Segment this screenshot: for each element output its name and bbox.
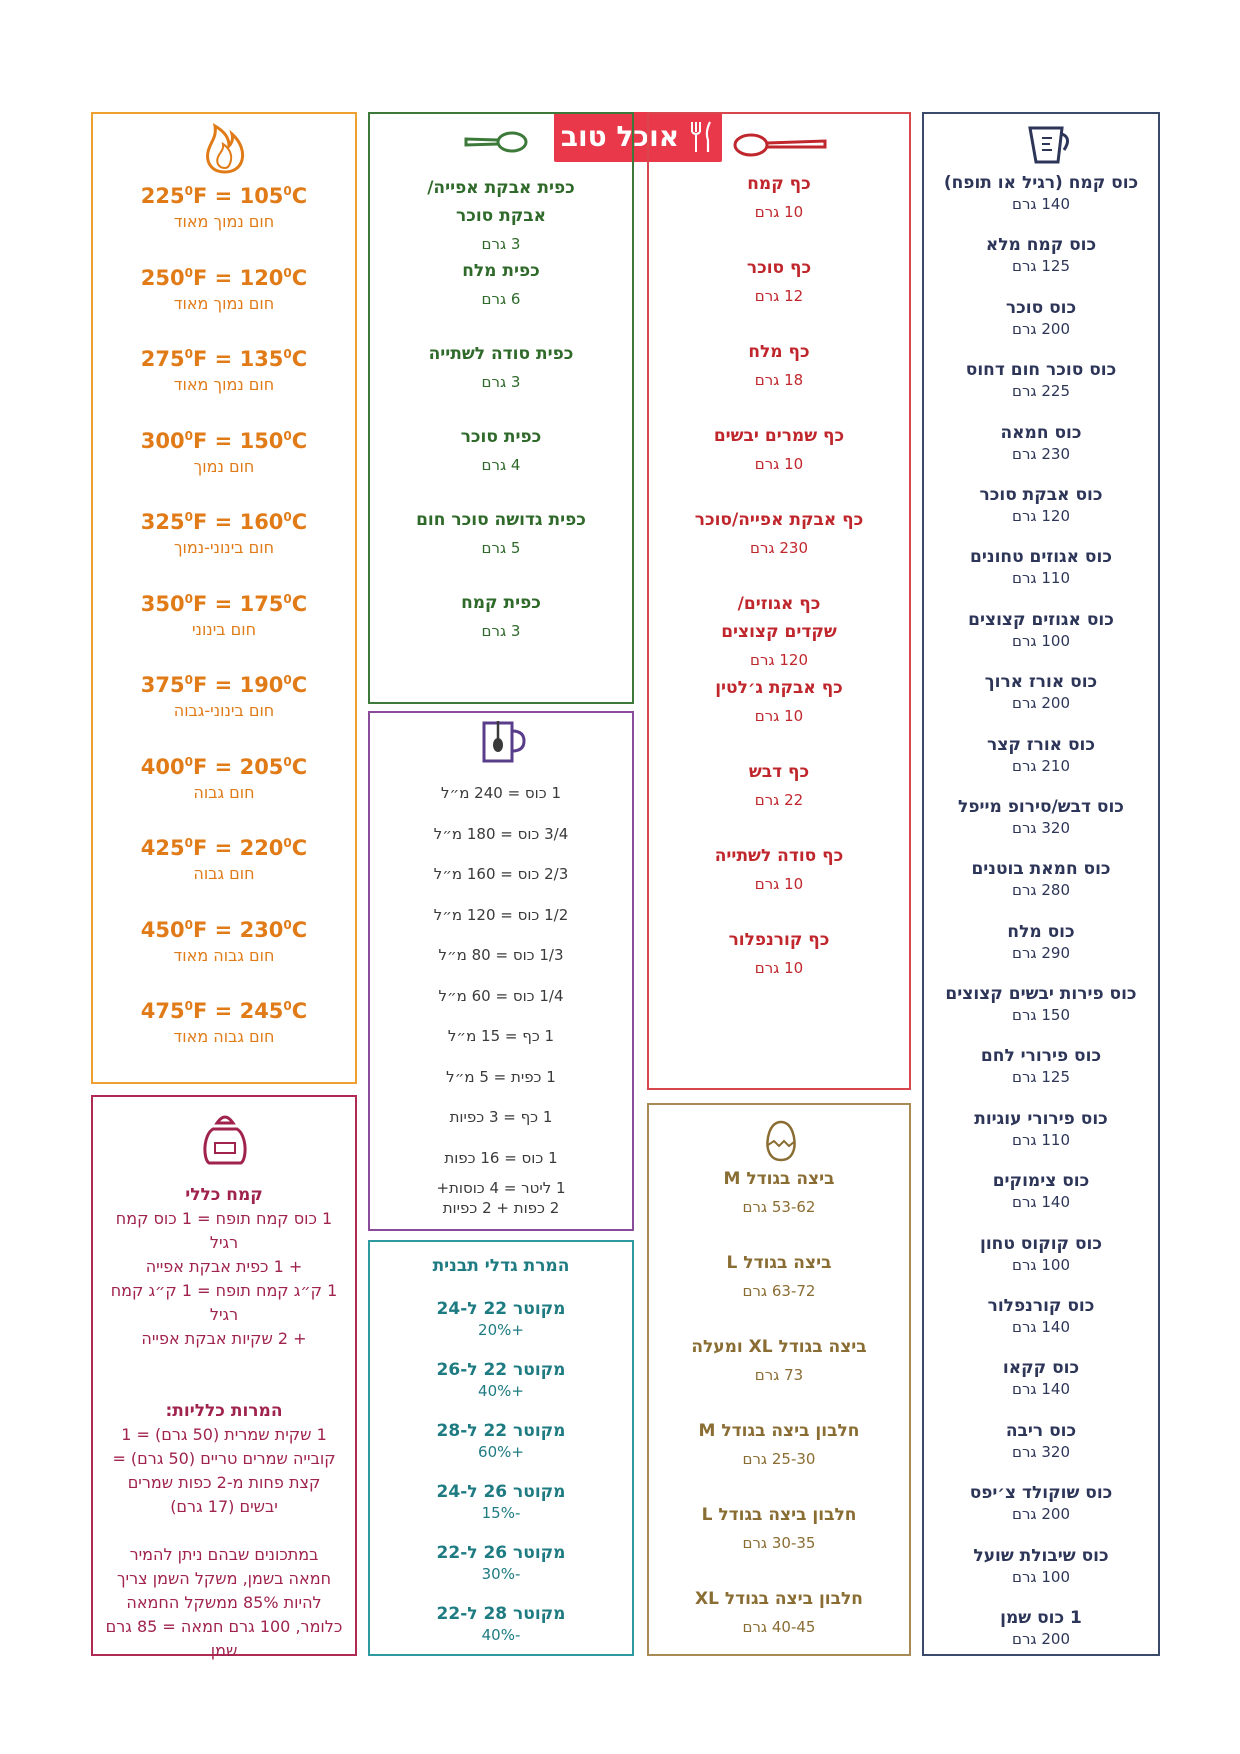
list-item [649, 1249, 909, 1333]
fahrenheit-value: 475 [140, 999, 185, 1023]
list-item [924, 1045, 1158, 1107]
spoon-icon [731, 130, 831, 160]
flour-notes [93, 1183, 355, 1663]
list-item [924, 359, 1158, 421]
item-value: 10 גרם [754, 455, 804, 473]
temp-description: חום בינוני-גבוה [173, 701, 275, 720]
list-item [370, 340, 632, 423]
item-name: כוס אורז קצר [987, 734, 1095, 755]
item-value: 200 גרם [1011, 1505, 1070, 1524]
celsius-value: 120 [239, 265, 284, 290]
item-name: כוס סוכר חום דחוס [965, 360, 1117, 381]
item-name: כוס אגוזים טחונים [970, 547, 1112, 568]
pan-sizes-list [370, 1298, 632, 1664]
temp-item [93, 584, 355, 666]
liquid-conversion: 3/4 כוס = 180 מ״ל [433, 824, 569, 843]
item-value: 10 גרם [754, 707, 804, 725]
oven-temps-list [93, 176, 355, 1073]
item-value: 200 גרם [1011, 1629, 1070, 1648]
item-value: 230 גרם [1011, 444, 1070, 463]
fahrenheit-value: 300 [140, 428, 185, 453]
item-value: 140 גרם [1011, 1318, 1070, 1337]
celsius-value: 245 [239, 999, 284, 1023]
fahrenheit-value: 450 [140, 917, 185, 942]
item-value: 140 גרם [1011, 1380, 1070, 1399]
liquid-conversion: 1/3 כוס = 80 מ״ל [438, 946, 564, 964]
list-item [649, 170, 909, 254]
temp-description: חום בינוני-נמוך [173, 538, 275, 557]
celsius-value: 230 [239, 917, 284, 942]
list-item [649, 674, 909, 758]
item-name: כוס חמאת בוטנים [971, 859, 1111, 880]
celsius-value: 150 [239, 428, 284, 453]
list-item [924, 546, 1158, 608]
item-value: 18 גרם [754, 371, 804, 389]
temp-conversion: $450^0F = 230^0C$ [140, 917, 308, 942]
egg-icon [763, 1119, 799, 1163]
fahrenheit-value: 425 [140, 836, 185, 860]
temp-conversion: $300^0F = 150^0C$ [140, 428, 308, 453]
temp-description: חום נמוך מאוד [173, 375, 275, 394]
temp-description: חום נמוך מאוד [173, 212, 275, 231]
fahrenheit-value: 400 [140, 754, 185, 779]
temp-item [93, 665, 355, 747]
conversion-line: קובייה שמרים טריים (50 גרם) = [112, 1449, 336, 1468]
conversion-line: להיות 85% ממשקל החמאה [126, 1593, 322, 1612]
item-name: כוס פירות יבשים קצוצים [945, 984, 1137, 1005]
spoon-icon [462, 128, 532, 156]
item-value: 5 גרם [481, 539, 521, 557]
list-item [924, 1545, 1158, 1607]
fahrenheit-value: 225 [140, 184, 185, 208]
item-value: -40% [481, 1626, 521, 1644]
celsius-value: 220 [239, 836, 284, 860]
temp-conversion: $400^0F = 205^0C$ [140, 754, 308, 779]
list-item [649, 842, 909, 926]
item-value: 100 גרם [1011, 631, 1070, 650]
liquid-conversion: 2/3 כוס = 160 מ״ל [433, 865, 569, 883]
conversion-line: חמאה בשמן, משקל השמן צריך [116, 1569, 332, 1588]
conversions-title: המרות כלליות: [165, 1401, 283, 1421]
item-value: 110 גרם [1011, 1130, 1070, 1149]
item-value: 3 גרם [481, 235, 521, 253]
list-item [924, 609, 1158, 671]
item-value: 73 גרם [754, 1366, 804, 1384]
item-value: 100 גרם [1011, 1567, 1070, 1586]
item-value: 10 גרם [754, 959, 804, 977]
temp-description: חום נמוך מאוד [173, 293, 275, 313]
item-name: כף סוכר [746, 258, 812, 278]
temp-item [93, 176, 355, 258]
item-value: 12 גרם [754, 287, 804, 305]
list-item [924, 858, 1158, 920]
item-name: כפית סוכר [460, 427, 542, 447]
item-value: 53-62 גרם [742, 1198, 816, 1216]
temp-description: חום נמוך [193, 456, 255, 476]
list-item [649, 1417, 909, 1501]
cups-list [924, 172, 1158, 1669]
temp-description: חום גבוה מאוד [173, 945, 275, 965]
item-name: כפית גדושה סוכר חום [416, 510, 586, 530]
item-value: 140 גרם [1011, 195, 1070, 213]
list-item [924, 422, 1158, 484]
item-name: כוס פירורי לחם [980, 1046, 1102, 1067]
liquid-conversion: 1 כף = 3 כפיות [449, 1108, 553, 1126]
list-item [370, 1542, 632, 1603]
item-name: כוס קמח (רגיל או תופח) [943, 173, 1139, 193]
temp-conversion: $325^0F = 160^0C$ [140, 510, 308, 534]
teaspoons-panel [368, 112, 634, 704]
liquid-conversion: 1 ליטר = 4 כוסות+ [436, 1179, 566, 1197]
liquid-list [370, 773, 632, 1218]
list-item [370, 423, 632, 506]
item-name: כף אבקת אפייה/סוכר [694, 510, 864, 530]
temp-description: חום גבוה [193, 864, 255, 883]
list-item [924, 172, 1158, 234]
temp-conversion: $375^0F = 190^0C$ [140, 673, 308, 697]
temp-description: חום בינוני [191, 619, 257, 639]
flour-sack-icon [199, 1113, 251, 1167]
list-item [370, 1603, 632, 1664]
item-value: 125 גרם [1011, 1068, 1070, 1087]
eggs-panel [647, 1103, 911, 1656]
pan-sizes-title: המרת גדלי תבנית [432, 1256, 570, 1276]
item-name: מקוטר 26 ל-22 [436, 1543, 566, 1563]
liquid-conversion: 1/4 כוס = 60 מ״ל [438, 986, 564, 1005]
list-item [649, 422, 909, 506]
list-item [924, 734, 1158, 796]
list-item [649, 506, 909, 590]
list-item [370, 257, 632, 340]
tablespoons-list [649, 170, 909, 1010]
item-name: כפית קמח [461, 593, 541, 613]
item-name: כפית אבקת אפייה/ [427, 178, 575, 198]
item-name: אבקת סוכר [455, 206, 547, 226]
celsius-value: 105 [239, 184, 284, 208]
list-item [649, 1585, 909, 1669]
list-item [924, 921, 1158, 983]
item-value: 125 גרם [1011, 257, 1070, 276]
item-value: 230 גרם [749, 539, 808, 557]
item-value: 10 גרם [754, 203, 804, 221]
item-name: כוס ריבה [1005, 1420, 1077, 1441]
item-name: מקוטר 22 ל-26 [436, 1360, 566, 1380]
item-name: כוס חמאה [1000, 422, 1082, 443]
item-name: כוס קמח מלא [985, 235, 1097, 256]
list-item [924, 484, 1158, 546]
flour-line: + 2 שקיות אבקת אפייה [141, 1329, 307, 1348]
mug-icon [480, 719, 528, 765]
item-name: כף דבש [748, 762, 810, 782]
temp-conversion: $350^0F = 175^0C$ [140, 591, 308, 616]
item-name: כוס אגוזים קצוצים [968, 609, 1114, 630]
celsius-value: 160 [239, 510, 284, 534]
item-value: +20% [478, 1321, 524, 1339]
temp-item [93, 747, 355, 829]
temp-item [93, 991, 355, 1073]
temp-conversion: $475^0F = 245^0C$ [140, 999, 308, 1023]
item-value: 110 גרם [1011, 569, 1070, 588]
item-name: חלבון ביצה בגודל L [701, 1505, 857, 1525]
temp-conversion: $275^0F = 135^0C$ [140, 347, 308, 371]
item-value: 3 גרם [481, 373, 521, 391]
item-name: כפית סודה לשתייה [428, 344, 574, 364]
list-item [924, 1295, 1158, 1357]
temp-conversion: $425^0F = 220^0C$ [140, 836, 308, 860]
item-name: מקוטר 28 ל-22 [436, 1604, 566, 1624]
liquid-conversion: 1/2 כוס = 120 מ״ל [433, 905, 569, 924]
list-item [370, 1298, 632, 1359]
list-item [649, 254, 909, 338]
item-value: 290 גרם [1011, 943, 1070, 962]
conversion-line: יבשים (17 גרם) [170, 1497, 278, 1516]
item-value: 200 גרם [1011, 319, 1070, 338]
item-value: 140 גרם [1011, 1193, 1070, 1212]
item-name: כף קמח [747, 174, 811, 194]
temp-item [93, 421, 355, 503]
list-item [649, 1165, 909, 1249]
item-name: כף מלח [748, 342, 810, 362]
item-value: 100 גרם [1011, 1255, 1070, 1274]
item-value: 40-45 גרם [742, 1618, 816, 1636]
item-name: כף אבקת ג׳לטין [715, 678, 843, 698]
conversion-line: שמן [210, 1641, 238, 1660]
item-name: כף סודה לשתייה [714, 846, 844, 866]
list-item [924, 297, 1158, 359]
list-item [924, 1108, 1158, 1170]
list-item [370, 506, 632, 589]
eggs-list [649, 1165, 909, 1669]
list-item [649, 1333, 909, 1417]
item-value: 22 גרם [754, 791, 804, 809]
item-value: +40% [478, 1382, 524, 1400]
item-value: 4 גרם [481, 456, 521, 474]
list-item [924, 1482, 1158, 1544]
celsius-value: 190 [239, 673, 284, 697]
list-item [924, 983, 1158, 1045]
item-value: 320 גרם [1011, 818, 1070, 837]
item-name: כוס דבש/סירופ מייפל [958, 796, 1124, 817]
item-name: ביצה בגודל L [726, 1253, 832, 1273]
item-name: 1 כוס שמן [1000, 1607, 1082, 1628]
temp-description: חום גבוה מאוד [173, 1027, 275, 1046]
oven-temps-panel [91, 112, 357, 1084]
item-name: מקוטר 26 ל-24 [436, 1482, 566, 1502]
item-value: 30-35 גרם [742, 1534, 816, 1552]
liquid-conversion: 1 כפית = 5 מ״ל [446, 1067, 556, 1086]
item-value: 200 גרם [1011, 694, 1070, 713]
list-item [649, 1501, 909, 1585]
item-name: כפית מלח [462, 261, 540, 281]
measuring-cup-icon [1024, 124, 1074, 166]
liquid-conversion: 2 כפות + 2 כפיות [442, 1199, 560, 1217]
liquid-conversion: 1 כוס = 240 מ״ל [441, 784, 561, 802]
item-value: -30% [481, 1565, 521, 1583]
item-value: 150 גרם [1011, 1006, 1070, 1025]
list-item [924, 796, 1158, 858]
flour-title: קמח כללי [185, 1185, 263, 1205]
flour-line: 1 ק״ג קמח תופח = 1 ק״ג קמח רגיל [110, 1281, 338, 1324]
list-item [649, 926, 909, 1010]
item-name: כוס שוקולד צ׳יפס [969, 1483, 1113, 1504]
celsius-value: 205 [239, 754, 284, 779]
list-item [370, 174, 632, 257]
fahrenheit-value: 375 [140, 673, 185, 697]
list-item [370, 1420, 632, 1481]
item-name: כוס פירורי עוגיות [974, 1108, 1108, 1129]
list-item [924, 1357, 1158, 1419]
list-item [924, 234, 1158, 296]
item-name: כוס אורז ארוך [984, 672, 1098, 693]
conversion-line: במתכונים שבהם ניתן להמיר [129, 1545, 319, 1564]
fahrenheit-value: 325 [140, 510, 185, 534]
item-value: 120 גרם [1011, 506, 1070, 525]
conversion-line: 1 שקית שמרית (50 גרם) = 1 [121, 1425, 327, 1444]
item-name: כוס אבקת סוכר [979, 484, 1103, 505]
list-item [924, 1170, 1158, 1232]
item-value: -15% [481, 1504, 521, 1522]
item-value: 210 גרם [1011, 756, 1070, 775]
item-name: כוס סוכר [1005, 297, 1077, 318]
liquid-measures-panel [368, 711, 634, 1231]
list-item [370, 589, 632, 672]
item-name: ביצה בגודל M [723, 1169, 835, 1189]
conversion-line: כלומר, 100 גרם חמאה = 85 גרם [105, 1617, 343, 1636]
conversion-line: קצת פחות מ-2 כפות שמרים [127, 1473, 321, 1492]
fahrenheit-value: 250 [140, 265, 185, 290]
fahrenheit-value: 350 [140, 591, 185, 616]
item-name: כף שמרים יבשים [713, 426, 845, 446]
temp-item [93, 502, 355, 584]
temp-item [93, 339, 355, 421]
item-name: כוס מלח [1007, 921, 1075, 942]
temp-item [93, 910, 355, 992]
item-name: כף קורנפלור [728, 930, 830, 950]
list-item [924, 1607, 1158, 1669]
item-value: 10 גרם [754, 875, 804, 893]
list-item [370, 1481, 632, 1542]
list-item [649, 758, 909, 842]
temp-item [93, 258, 355, 340]
list-item [370, 1359, 632, 1420]
item-value: +60% [478, 1443, 524, 1461]
item-name: כוס שיבולת שועל [973, 1545, 1109, 1566]
item-value: 280 גרם [1011, 881, 1070, 900]
item-name: כף אגוזים/ [737, 594, 821, 614]
flame-icon [201, 122, 249, 176]
item-value: 320 גרם [1011, 1442, 1070, 1461]
list-item [924, 1420, 1158, 1482]
item-value: 120 גרם [749, 651, 808, 669]
temp-description: חום גבוה [193, 782, 255, 802]
temp-conversion: $250^0F = 120^0C$ [140, 265, 308, 290]
item-value: 6 גרם [481, 290, 521, 308]
item-value: 3 גרם [481, 622, 521, 640]
temp-item [93, 828, 355, 910]
tablespoons-panel [647, 112, 911, 1090]
item-name: מקוטר 22 ל-24 [436, 1299, 566, 1319]
pan-sizes-panel [368, 1240, 634, 1656]
teaspoons-list [370, 174, 632, 672]
item-name: כוס צימוקים [992, 1171, 1090, 1192]
flour-line: + 1 כפית אבקת אפייה [145, 1257, 303, 1276]
item-name: ביצה בגודל XL ומעלה [691, 1337, 867, 1357]
celsius-value: 175 [239, 591, 284, 616]
item-name: מקוטר 22 ל-28 [436, 1421, 566, 1441]
list-item [649, 590, 909, 674]
item-name: חלבון ביצה בגודל M [698, 1421, 860, 1441]
item-value: 25-30 גרם [742, 1450, 816, 1468]
temp-conversion: $225^0F = 105^0C$ [140, 184, 308, 208]
item-value: 63-72 גרם [742, 1282, 816, 1300]
cups-panel [922, 112, 1160, 1656]
item-name: כוס קורנפלור [987, 1296, 1095, 1317]
list-item [924, 1233, 1158, 1295]
fahrenheit-value: 275 [140, 347, 185, 371]
celsius-value: 135 [239, 347, 284, 371]
list-item [649, 338, 909, 422]
flour-line: 1 כוס קמח תופח = 1 כוס קמח רגיל [115, 1209, 333, 1252]
liquid-conversion: 1 כוס = 16 כפות [444, 1148, 558, 1167]
item-name: כוס קקאו [1002, 1358, 1080, 1379]
item-name: כוס קוקוס טחון [979, 1233, 1102, 1254]
item-name: שקדים קצוצים [721, 622, 837, 642]
item-name: חלבון ביצה בגודל XL [695, 1589, 863, 1609]
item-value: 225 גרם [1011, 382, 1070, 401]
list-item [924, 671, 1158, 733]
liquid-conversion: 1 כף = 15 מ״ל [447, 1027, 555, 1045]
flour-panel [91, 1095, 357, 1660]
logo-text: אוכל טוב [560, 120, 680, 153]
